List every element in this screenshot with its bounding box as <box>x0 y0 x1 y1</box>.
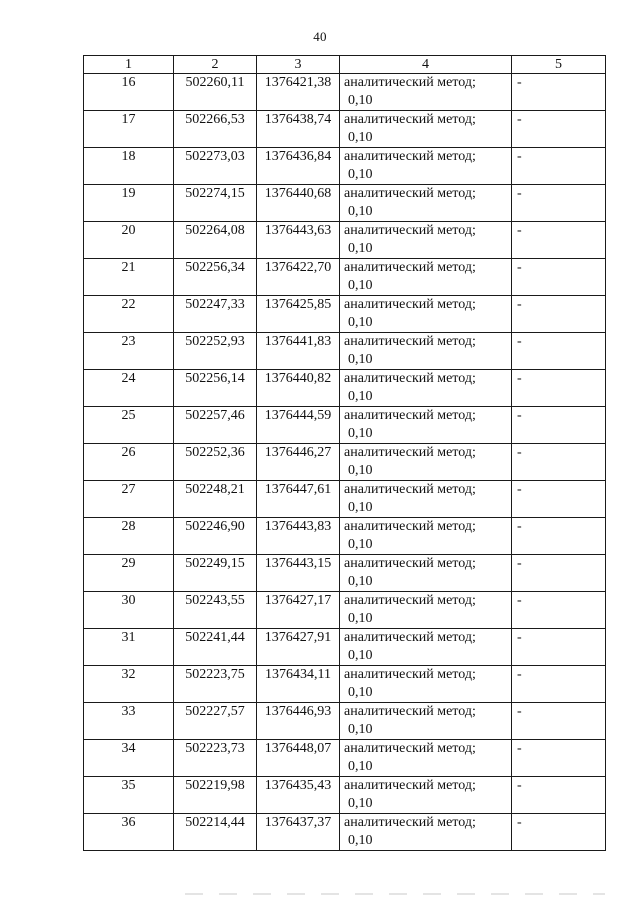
precision-text: 0,10 <box>348 93 373 108</box>
point-number-cell: 31 <box>84 629 174 666</box>
note-cell: - <box>512 518 606 555</box>
header-col-3: 3 <box>257 56 340 74</box>
table-row <box>84 518 606 555</box>
method-cell <box>340 74 512 111</box>
point-number-cell: 36 <box>84 814 174 851</box>
y-coordinate-cell: 1376434,11 <box>257 666 340 703</box>
method-cell <box>340 703 512 740</box>
table-row <box>84 185 606 222</box>
point-number-cell: 30 <box>84 592 174 629</box>
note-cell: - <box>512 555 606 592</box>
note-cell: - <box>512 259 606 296</box>
point-number-cell: 22 <box>84 296 174 333</box>
precision-text: 0,10 <box>348 500 373 515</box>
precision-text: 0,10 <box>348 130 373 145</box>
method-text: аналитический метод; <box>344 704 476 719</box>
x-coordinate-cell: 502248,21 <box>174 481 257 518</box>
method-text: аналитический метод; <box>344 260 476 275</box>
table-row <box>84 740 606 777</box>
note-cell: - <box>512 777 606 814</box>
method-text: аналитический метод; <box>344 593 476 608</box>
precision-text: 0,10 <box>348 685 373 700</box>
point-number-cell: 16 <box>84 74 174 111</box>
point-number-cell: 17 <box>84 111 174 148</box>
y-coordinate-cell: 1376427,91 <box>257 629 340 666</box>
y-coordinate-cell: 1376422,70 <box>257 259 340 296</box>
precision-text: 0,10 <box>348 796 373 811</box>
x-coordinate-cell: 502249,15 <box>174 555 257 592</box>
method-cell <box>340 629 512 666</box>
note-cell: - <box>512 703 606 740</box>
note-cell: - <box>512 592 606 629</box>
y-coordinate-cell: 1376427,17 <box>257 592 340 629</box>
table-header <box>84 56 606 74</box>
note-cell: - <box>512 740 606 777</box>
point-number-cell: 18 <box>84 148 174 185</box>
y-coordinate-cell: 1376443,63 <box>257 222 340 259</box>
table-row <box>84 555 606 592</box>
x-coordinate-cell: 502252,36 <box>174 444 257 481</box>
note-cell: - <box>512 370 606 407</box>
x-coordinate-cell: 502256,34 <box>174 259 257 296</box>
table-row <box>84 222 606 259</box>
point-number-cell: 34 <box>84 740 174 777</box>
x-coordinate-cell: 502264,08 <box>174 222 257 259</box>
method-cell <box>340 111 512 148</box>
y-coordinate-cell: 1376440,82 <box>257 370 340 407</box>
method-text: аналитический метод; <box>344 112 476 127</box>
note-cell: - <box>512 74 606 111</box>
table-row <box>84 333 606 370</box>
method-cell <box>340 407 512 444</box>
table-row <box>84 481 606 518</box>
point-number-cell: 24 <box>84 370 174 407</box>
note-cell: - <box>512 185 606 222</box>
y-coordinate-cell: 1376438,74 <box>257 111 340 148</box>
method-cell <box>340 185 512 222</box>
y-coordinate-cell: 1376421,38 <box>257 74 340 111</box>
method-cell <box>340 481 512 518</box>
y-coordinate-cell: 1376437,37 <box>257 814 340 851</box>
precision-text: 0,10 <box>348 167 373 182</box>
method-text: аналитический метод; <box>344 149 476 164</box>
precision-text: 0,10 <box>348 463 373 478</box>
method-cell <box>340 333 512 370</box>
header-col-2: 2 <box>174 56 257 74</box>
table-row <box>84 370 606 407</box>
method-text: аналитический метод; <box>344 556 476 571</box>
point-number-cell: 33 <box>84 703 174 740</box>
precision-text: 0,10 <box>348 352 373 367</box>
x-coordinate-cell: 502227,57 <box>174 703 257 740</box>
note-cell: - <box>512 111 606 148</box>
precision-text: 0,10 <box>348 204 373 219</box>
table-row <box>84 629 606 666</box>
note-cell: - <box>512 481 606 518</box>
precision-text: 0,10 <box>348 241 373 256</box>
x-coordinate-cell: 502246,90 <box>174 518 257 555</box>
method-text: аналитический метод; <box>344 223 476 238</box>
x-coordinate-cell: 502223,73 <box>174 740 257 777</box>
point-number-cell: 25 <box>84 407 174 444</box>
x-coordinate-cell: 502266,53 <box>174 111 257 148</box>
y-coordinate-cell: 1376440,68 <box>257 185 340 222</box>
table-body <box>84 74 606 851</box>
note-cell: - <box>512 148 606 185</box>
method-cell <box>340 370 512 407</box>
header-row <box>84 56 606 74</box>
method-text: аналитический метод; <box>344 186 476 201</box>
y-coordinate-cell: 1376425,85 <box>257 296 340 333</box>
precision-text: 0,10 <box>348 833 373 848</box>
coordinates-table <box>83 55 606 851</box>
table-row <box>84 259 606 296</box>
y-coordinate-cell: 1376436,84 <box>257 148 340 185</box>
y-coordinate-cell: 1376448,07 <box>257 740 340 777</box>
header-col-1: 1 <box>84 56 174 74</box>
method-text: аналитический метод; <box>344 815 476 830</box>
y-coordinate-cell: 1376441,83 <box>257 333 340 370</box>
note-cell: - <box>512 333 606 370</box>
point-number-cell: 26 <box>84 444 174 481</box>
x-coordinate-cell: 502252,93 <box>174 333 257 370</box>
header-col-4: 4 <box>340 56 512 74</box>
precision-text: 0,10 <box>348 648 373 663</box>
table-row <box>84 296 606 333</box>
precision-text: 0,10 <box>348 389 373 404</box>
method-text: аналитический метод; <box>344 482 476 497</box>
table-row <box>84 74 606 111</box>
note-cell: - <box>512 296 606 333</box>
y-coordinate-cell: 1376443,15 <box>257 555 340 592</box>
y-coordinate-cell: 1376443,83 <box>257 518 340 555</box>
point-number-cell: 23 <box>84 333 174 370</box>
method-text: аналитический метод; <box>344 741 476 756</box>
method-cell <box>340 777 512 814</box>
table-row <box>84 777 606 814</box>
y-coordinate-cell: 1376444,59 <box>257 407 340 444</box>
method-cell <box>340 555 512 592</box>
x-coordinate-cell: 502274,15 <box>174 185 257 222</box>
precision-text: 0,10 <box>348 722 373 737</box>
x-coordinate-cell: 502247,33 <box>174 296 257 333</box>
x-coordinate-cell: 502256,14 <box>174 370 257 407</box>
point-number-cell: 28 <box>84 518 174 555</box>
y-coordinate-cell: 1376435,43 <box>257 777 340 814</box>
note-cell: - <box>512 222 606 259</box>
precision-text: 0,10 <box>348 574 373 589</box>
method-text: аналитический метод; <box>344 519 476 534</box>
table-row <box>84 666 606 703</box>
y-coordinate-cell: 1376446,27 <box>257 444 340 481</box>
x-coordinate-cell: 502257,46 <box>174 407 257 444</box>
point-number-cell: 27 <box>84 481 174 518</box>
method-text: аналитический метод; <box>344 75 476 90</box>
note-cell: - <box>512 814 606 851</box>
table-row <box>84 703 606 740</box>
point-number-cell: 32 <box>84 666 174 703</box>
note-cell: - <box>512 666 606 703</box>
precision-text: 0,10 <box>348 426 373 441</box>
method-text: аналитический метод; <box>344 371 476 386</box>
point-number-cell: 35 <box>84 777 174 814</box>
precision-text: 0,10 <box>348 278 373 293</box>
method-cell <box>340 444 512 481</box>
method-cell <box>340 814 512 851</box>
header-col-5: 5 <box>512 56 606 74</box>
table-row <box>84 111 606 148</box>
table-row <box>84 444 606 481</box>
note-cell: - <box>512 444 606 481</box>
precision-text: 0,10 <box>348 315 373 330</box>
table-row <box>84 407 606 444</box>
method-text: аналитический метод; <box>344 297 476 312</box>
y-coordinate-cell: 1376446,93 <box>257 703 340 740</box>
method-text: аналитический метод; <box>344 445 476 460</box>
page-number: 40 <box>313 29 327 44</box>
method-text: аналитический метод; <box>344 778 476 793</box>
method-text: аналитический метод; <box>344 408 476 423</box>
x-coordinate-cell: 502219,98 <box>174 777 257 814</box>
method-cell <box>340 222 512 259</box>
point-number-cell: 29 <box>84 555 174 592</box>
table-row <box>84 592 606 629</box>
method-text: аналитический метод; <box>344 667 476 682</box>
x-coordinate-cell: 502223,75 <box>174 666 257 703</box>
x-coordinate-cell: 502241,44 <box>174 629 257 666</box>
point-number-cell: 21 <box>84 259 174 296</box>
x-coordinate-cell: 502243,55 <box>174 592 257 629</box>
x-coordinate-cell: 502273,03 <box>174 148 257 185</box>
x-coordinate-cell: 502214,44 <box>174 814 257 851</box>
scan-artifact <box>185 893 605 895</box>
method-text: аналитический метод; <box>344 334 476 349</box>
method-cell <box>340 740 512 777</box>
x-coordinate-cell: 502260,11 <box>174 74 257 111</box>
method-cell <box>340 592 512 629</box>
method-text: аналитический метод; <box>344 630 476 645</box>
table-row <box>84 148 606 185</box>
point-number-cell: 19 <box>84 185 174 222</box>
table-row <box>84 814 606 851</box>
method-cell <box>340 296 512 333</box>
precision-text: 0,10 <box>348 759 373 774</box>
method-cell <box>340 259 512 296</box>
precision-text: 0,10 <box>348 611 373 626</box>
method-cell <box>340 518 512 555</box>
point-number-cell: 20 <box>84 222 174 259</box>
note-cell: - <box>512 629 606 666</box>
note-cell: - <box>512 407 606 444</box>
method-cell <box>340 148 512 185</box>
method-cell <box>340 666 512 703</box>
precision-text: 0,10 <box>348 537 373 552</box>
y-coordinate-cell: 1376447,61 <box>257 481 340 518</box>
